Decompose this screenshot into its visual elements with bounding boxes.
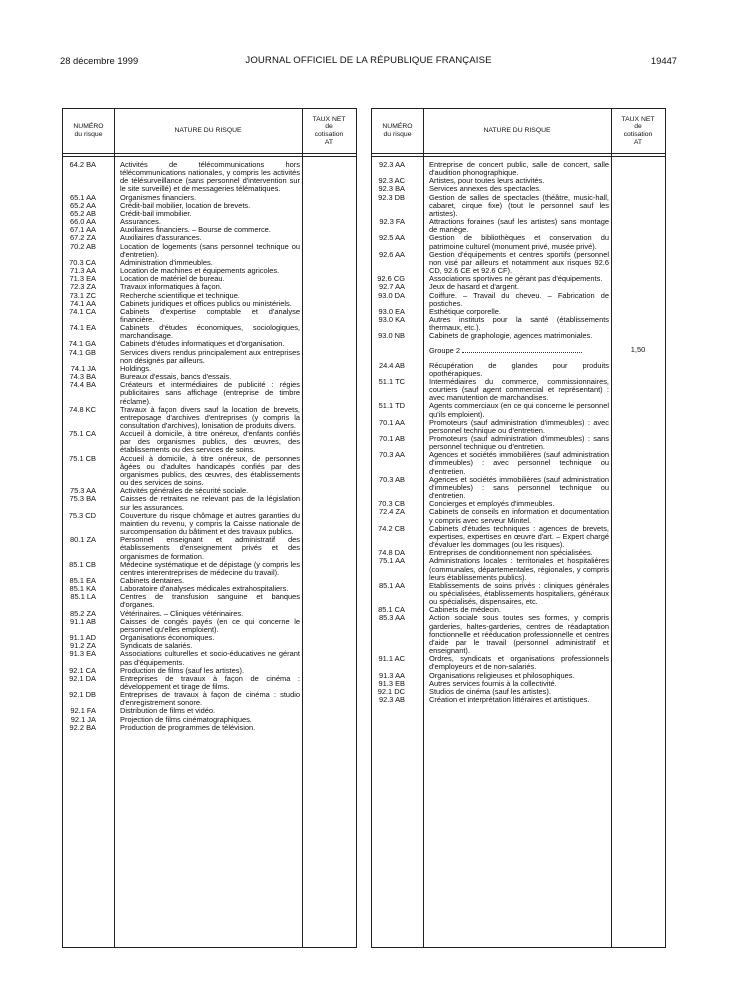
risk-code: 65.2 AA: [69, 200, 96, 210]
column-header-taux: TAUX NET de cotisation AT: [312, 115, 346, 146]
risk-description: Production de films (sauf les artistes).: [120, 665, 245, 675]
risk-code: 67.2 ZA: [69, 233, 96, 243]
risk-description: Activités générales de sécurité sociale.: [120, 486, 249, 496]
risk-code: 92.5 AA: [378, 233, 405, 243]
risk-code: 93.0 DA: [378, 290, 405, 300]
page-number: 19447: [650, 55, 677, 66]
risk-code: 92.1 CA: [69, 665, 96, 675]
risk-description: Couverture du risque chômage et autres garanties du maintien du revenu, y compris la Caisse nationale de surcompensation du bâtiment et des travaux publics.: [120, 510, 300, 537]
table-row: [63, 455, 356, 488]
risk-code: 74.1 GA: [68, 339, 96, 349]
risk-code: 65.1 AA: [69, 192, 96, 202]
risk-description: Agences et sociétés immobilières (sauf administration d'immeubles) : sans personnel technique ou d'entretien.: [429, 474, 609, 501]
risk-code: 92.3 AB: [378, 695, 405, 704]
table-row: [63, 243, 356, 259]
risk-description: Caisses de retraites ne relevant pas de la législation sur les assurances.: [120, 494, 300, 512]
risk-description: Cabinets de médecin.: [429, 605, 501, 615]
table-row: [63, 161, 356, 194]
table-row: [372, 557, 665, 581]
risk-description: Esthétique corporelle.: [429, 306, 501, 316]
table-row: [63, 308, 356, 324]
risk-code: 91.2 ZA: [69, 641, 96, 651]
table-row: [372, 161, 665, 177]
risk-description: Assurances.: [120, 217, 161, 227]
table-row: [63, 512, 356, 536]
risk-description: Administration d'immeubles.: [120, 257, 213, 267]
risk-description: Caisses de congés payés (en ce qui concerne le personnel qu'elles emploient).: [120, 616, 300, 634]
risk-description: Cabinets juridiques et offices publics ou ministériels.: [120, 298, 292, 308]
risk-code: 92.1 DC: [377, 686, 405, 696]
risk-code: 91.3 EB: [378, 678, 405, 688]
risk-description: Distribution de films et vidéo.: [120, 706, 216, 716]
table-row: [372, 362, 665, 378]
risk-code: 91.3 EA: [69, 649, 96, 659]
group-rate: 1,50: [630, 345, 646, 355]
risk-code: 75.3 BA: [69, 494, 96, 504]
risk-code: 91.1 AC: [378, 654, 405, 664]
table-row: [372, 378, 665, 402]
table-row: [372, 402, 665, 418]
risk-description: Services divers rendus principalement aux entreprises non désignés par ailleurs.: [120, 347, 300, 365]
risk-description: Entreprises de travaux à façon de cinéma : développement et tirage de films.: [120, 673, 300, 691]
risk-code: 67.1 AA: [69, 225, 96, 235]
risk-description: Projection de films cinématographiques.: [120, 714, 252, 724]
risk-description: Crédit-bail immobilier.: [120, 208, 192, 218]
risk-code: 73.1 ZC: [69, 290, 96, 300]
risk-code: 85.1 LA: [70, 592, 96, 602]
risk-code: 92.3 BA: [378, 184, 405, 194]
table-body: [63, 161, 356, 947]
risk-code: 85.1 CB: [69, 559, 96, 569]
column-header-nature: NATURE DU RISQUE: [174, 127, 242, 135]
risk-description: Accueil à domicile, à titre onéreux, d'enfants confiés par des organismes publics, des œuvres, des établissements ou des services de soins.: [120, 429, 300, 455]
risk-code: 74.4 BA: [69, 380, 96, 390]
risk-description: Auxiliaires d'assurances.: [120, 233, 202, 243]
table-row: [63, 618, 356, 634]
table-row: [63, 536, 356, 560]
risk-code: 92.3 AC: [378, 176, 405, 186]
risk-code: 93.0 KA: [378, 314, 405, 324]
risk-description: Entreprises de conditionnement non spécialisées.: [429, 548, 593, 558]
table-row: [63, 675, 356, 691]
group-label: Groupe 2: [429, 346, 461, 356]
risk-code: 70.3 CA: [69, 257, 96, 267]
risk-code: 66.0 AA: [69, 217, 96, 227]
table-row: [372, 251, 665, 275]
risk-description: Activités de télécommunications hors télécommunications nationales, y compris les activités de télésurveillance (sans personnel d'intervention sur le site surveillé) et de messageries télématiques.: [120, 160, 300, 194]
table-row: [372, 332, 665, 340]
risk-code: 74.3 BA: [69, 372, 96, 382]
risk-description: Laboratoire d'analyses médicales extrahospitaliers.: [120, 584, 289, 594]
risk-description: Production de programmes de télévision.: [120, 722, 256, 732]
table-row: [372, 234, 665, 250]
table-row: [63, 561, 356, 577]
risk-code: 70.3 CB: [378, 499, 405, 509]
table-row: [372, 419, 665, 435]
risk-code: 85.2 ZA: [69, 608, 96, 618]
risk-description: Jeux de hasard et d'argent.: [429, 282, 519, 292]
risk-description: Location de matériel de bureau.: [120, 274, 225, 284]
table-row: [63, 324, 356, 340]
risk-description: Cabinets d'études économiques, sociologiques, marchandisage.: [120, 323, 300, 341]
page-header: [60, 55, 677, 69]
table-row: [63, 650, 356, 666]
header-rule: [63, 153, 356, 154]
table-row: [63, 634, 356, 642]
issue-date: 28 décembre 1999: [60, 55, 139, 66]
table-body: [372, 161, 665, 947]
risk-code: 70.2 AB: [69, 241, 96, 251]
risk-code: 74.1 GB: [68, 347, 96, 357]
risk-description: Organisations religieuses et philosophiques.: [429, 670, 575, 680]
risk-description: Attractions foraines (sauf les artistes) sans montage de manège.: [429, 217, 609, 235]
risk-code: 92.1 FA: [70, 706, 96, 716]
risk-code: 92.6 CG: [377, 274, 405, 284]
risk-description: Cabinets d'études informatiques et d'organisation.: [120, 339, 285, 349]
risk-description: Agents commerciaux (en ce qui concerne le personnel qu'ils emploient).: [429, 401, 609, 419]
risk-description: Bureaux d'essais, bancs d'essais.: [120, 372, 232, 382]
risk-description: Gestion d'équipements et centres sportifs (personnel non visé par ailleurs et notamment aux risques 92.6 CD, 92.6 CE et 92.6 CF).: [429, 249, 609, 276]
risk-description: Vétérinaires. – Cliniques vétérinaires.: [120, 608, 244, 618]
risk-description: Entreprises de travaux à façon de cinéma : studio d'enregistrement sonore.: [120, 690, 300, 708]
risk-code: 74.1 JA: [70, 363, 96, 373]
risk-description: Gestion de salles de spectacles (théâtre, music-hall, cabaret, cirque fixe) (tout le personnel sauf les artistes).: [429, 192, 609, 218]
risk-code: 71.3 AA: [69, 266, 96, 276]
dot-leader: [462, 346, 582, 353]
header-rule: [63, 156, 356, 157]
risk-description: Action sociale sous toutes ses formes, y compris garderies, haltes-garderies, centres de réadaptation fonctionnelle et rééducation professionnelle et centres d'aide par le travail (personnel administratif et enseignant).: [429, 613, 609, 656]
table-row: [372, 435, 665, 451]
risk-description: Cabinets de graphologie, agences matrimoniales.: [429, 331, 593, 341]
risk-code: 51.1 TD: [378, 401, 405, 411]
risk-code: 64.2 BA: [69, 160, 96, 169]
column-header-nature: NATURE DU RISQUE: [483, 127, 551, 135]
risk-description: Auxiliaires financiers. – Bourse de commerce.: [120, 225, 271, 235]
risk-code: 85.1 AA: [378, 580, 405, 590]
risk-code: 92.1 JA: [70, 714, 96, 724]
risk-code: 70.3 AA: [378, 450, 405, 460]
risk-code: 75.3 CD: [68, 510, 96, 520]
risk-description: Autres instituts pour la santé (établissements thermaux, etc.).: [429, 314, 609, 333]
table-row: [63, 406, 356, 430]
risk-description: Concierges et employés d'immeubles.: [429, 499, 555, 509]
risk-description: Etablissements de soins privés : cliniques générales ou spécialisées, établissements hospitaliers, généraux ou spécialisés, dispensaires, etc.: [429, 580, 609, 607]
risk-code: 75.1 AA: [378, 556, 405, 566]
risk-description: Accueil à domicile, à titre onéreux, de personnes âgées ou d'adultes handicapés confiés par des organismes publics, des œuvres, des établissements ou des services de soins.: [120, 453, 300, 488]
risk-description: Intermédiaires du commerce, commissionnaires, courtiers (sauf agent commercial et représentant) : avec manutention de marchandises.: [429, 376, 609, 403]
risk-description: Crédit-bail mobilier, location de brevets.: [120, 200, 251, 210]
risk-description: Création et interprétation littéraires et artistiques.: [429, 695, 590, 704]
risk-code: 91.1 AB: [69, 616, 96, 626]
group-row: [372, 346, 665, 355]
risk-code: 85.1 EA: [69, 575, 96, 585]
table-row: [372, 476, 665, 500]
risk-code: 75.1 CA: [69, 429, 96, 439]
table-row: [63, 202, 356, 210]
risk-code: 92.3 DB: [378, 192, 405, 202]
risk-description: Récupération de glandes pour produits opothérapiques.: [429, 360, 609, 378]
risk-code: 72.4 ZA: [378, 507, 405, 517]
risk-description: Artistes, pour toutes leurs activités.: [429, 176, 545, 186]
table-row: [63, 349, 356, 365]
risk-description: Agences et sociétés immobilières (sauf administration d'immeubles) : avec personnel technique ou d'entretien.: [429, 450, 609, 476]
risk-description: Administrations locales : territoriales et hospitalières (communales, départementales, régionales, y compris leurs établissements publics).: [429, 556, 609, 582]
risk-code: 91.1 AD: [69, 633, 96, 643]
table-row: [63, 210, 356, 218]
risk-code: 70.1 AB: [378, 434, 405, 443]
risk-code: 92.1 DB: [69, 690, 96, 700]
table-row: [63, 381, 356, 405]
table-row: [372, 194, 665, 218]
risk-description: Syndicats de salariés.: [120, 641, 193, 651]
risk-description: Associations sportives ne gérant pas d'équipements.: [429, 274, 603, 284]
risk-description: Location de machines et équipements agricoles.: [120, 266, 280, 276]
table-row: [63, 593, 356, 609]
risk-code: 93.0 NB: [378, 331, 405, 341]
risk-code: 74.1 EA: [69, 323, 96, 333]
risk-description: Ordres, syndicats et organisations professionnels d'employeurs et de non-salariés.: [429, 654, 609, 672]
risk-description: Promoteurs (sauf administration d'immeubles) : sans personnel technique ou d'entretien.: [429, 434, 609, 452]
risk-code: 51.1 TC: [378, 376, 405, 386]
risk-code: 70.3 AB: [378, 474, 405, 484]
risk-code: 85.1 KA: [69, 584, 96, 594]
table-row: [63, 430, 356, 454]
table-row: [63, 691, 356, 707]
risk-code: 91.3 AA: [378, 670, 405, 680]
risk-description: Holdings.: [120, 363, 152, 373]
table-row: [63, 495, 356, 511]
risk-description: Centres de transfusion sanguine et banques d'organes.: [120, 592, 300, 610]
risk-table-right: [371, 108, 666, 948]
risk-code: 92.6 AA: [378, 249, 405, 259]
risk-description: Cabinets d'études techniques : agences de brevets, expertises, expertises en œuvre d'art. – Expert chargé d'évaluer les dommages (ou les risques).: [429, 523, 609, 550]
risk-code: 92.3 AA: [378, 160, 405, 169]
risk-code: 85.3 AA: [378, 613, 405, 623]
risk-code: 72.3 ZA: [69, 282, 96, 292]
table-row: [63, 724, 356, 732]
header-rule: [372, 156, 665, 157]
risk-description: Organismes financiers.: [120, 192, 197, 202]
risk-description: Cabinets d'expertise comptable et d'analyse financière.: [120, 306, 300, 324]
risk-description: Entreprise de concert public, salle de concert, salle d'audition phonographique.: [429, 160, 609, 178]
table-row: [372, 292, 665, 308]
risk-code: 92.7 AA: [378, 282, 405, 292]
table-row: [372, 508, 665, 524]
risk-description: Organisations économiques.: [120, 633, 215, 643]
risk-description: Associations culturelles et socio-éducatives ne gérant pas d'équipements.: [120, 649, 300, 667]
risk-description: Cabinets dentaires.: [120, 575, 185, 585]
table-row: [372, 316, 665, 332]
risk-code: 85.1 CA: [378, 605, 405, 615]
risk-description: Services annexes des spectacles.: [429, 184, 542, 194]
journal-title: JOURNAL OFFICIEL DE LA RÉPUBLIQUE FRANÇAISE: [245, 55, 492, 66]
risk-code: 70.1 AA: [378, 417, 405, 427]
risk-code: 74.1 AA: [69, 298, 96, 308]
risk-description: Personnel enseignant et administratif des établissements d'enseignement privés et des organismes de formation.: [120, 535, 300, 561]
risk-code: 80.1 ZA: [69, 535, 96, 545]
risk-code: 71.3 EA: [69, 274, 96, 284]
table-row: [372, 218, 665, 234]
table-row: [372, 582, 665, 606]
risk-code: 65.2 AB: [69, 208, 96, 218]
risk-description: Gestion de bibliothèques et conservation du patrimoine culturel (monument privé, musée privé).: [429, 233, 609, 251]
table-row: [372, 655, 665, 671]
risk-description: Cabinets de conseils en information et documentation y compris avec serveur Minitel.: [429, 507, 609, 525]
risk-code: 93.0 EA: [378, 306, 405, 316]
column-header-numero: NUMÉRO du risque: [382, 123, 413, 138]
risk-description: Studios de cinéma (sauf les artistes).: [429, 686, 551, 696]
table-row: [372, 451, 665, 475]
risk-code: 74.8 KC: [69, 404, 96, 414]
risk-code: 75.1 CB: [69, 453, 96, 463]
risk-description: Créateurs et intermédiaires de publicité : régies publicitaires sans affichage (entreprise de timbre réclame).: [120, 380, 300, 406]
column-header-taux: TAUX NET de cotisation AT: [621, 115, 655, 146]
risk-description: Recherche scientifique et technique.: [120, 290, 240, 300]
risk-description: Location de logements (sans personnel technique ou d'entretien).: [120, 241, 300, 259]
risk-code: 74.8 DA: [378, 548, 405, 558]
risk-description: Travaux informatiques à façon.: [120, 282, 222, 292]
risk-code: 92.3 FA: [379, 217, 405, 227]
risk-code: 92.2 BA: [69, 722, 96, 732]
risk-description: Autres services fournis à la collectivité.: [429, 678, 557, 688]
risk-description: Médecine systématique et de dépistage (y compris les centres interentreprises de médecine du travail).: [120, 559, 300, 577]
risk-description: Travaux à façon divers sauf la location de brevets, entreposage d'archives d'entreprises (y compris la consultation d'archives), lonisation de produits divers.: [120, 404, 300, 430]
risk-code: 92.1 DA: [69, 673, 96, 683]
risk-code: 75.3 AA: [69, 486, 96, 496]
risk-code: 24.4 AB: [378, 360, 405, 370]
risk-description: Promoteurs (sauf administration d'immeubles) : avec personnel technique ou d'entretien.: [429, 417, 609, 435]
risk-code: 74.2 CB: [378, 523, 405, 533]
risk-table-left: [62, 108, 357, 948]
risk-description: Coiffure. – Travail du cheveu. – Fabrication de postiches.: [429, 290, 609, 308]
table-row: [63, 226, 356, 234]
header-rule: [372, 153, 665, 154]
risk-code: 74.1 CA: [69, 306, 96, 316]
table-row: [372, 525, 665, 549]
table-row: [372, 696, 665, 704]
column-header-numero: NUMÉRO du risque: [73, 123, 104, 138]
table-row: [372, 614, 665, 655]
